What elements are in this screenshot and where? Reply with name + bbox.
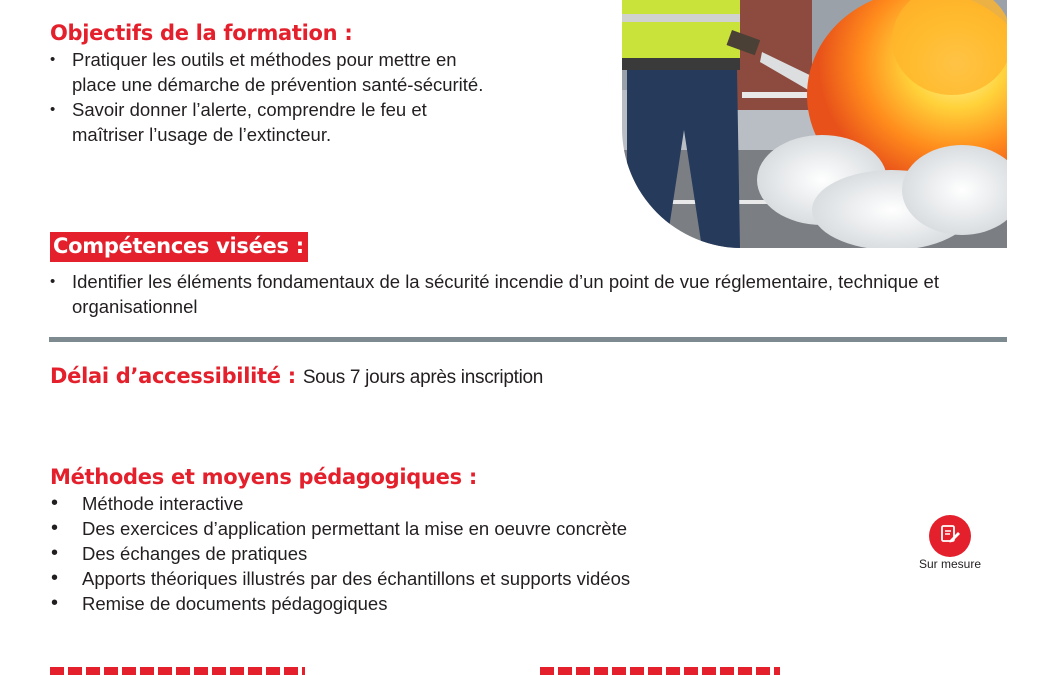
methodes-list	[50, 491, 850, 616]
competences-list	[50, 269, 960, 319]
competences-title	[50, 234, 308, 258]
list-item: • Remise de documents pédagogiques	[50, 591, 850, 616]
delai-line	[50, 364, 543, 389]
list-item: • Des exercices d’application permettant la mise en oeuvre concrète	[50, 516, 850, 541]
fire-extinguisher-photo	[622, 0, 1007, 248]
delai-value: Sous 7 jours après inscription	[302, 367, 544, 388]
objectifs-title: Objectifs de la formation :	[50, 21, 353, 45]
methodes-title: Méthodes et moyens pédagogiques :	[50, 465, 477, 489]
list-item: • Méthode interactive	[50, 491, 850, 516]
cut-heading-left	[50, 667, 305, 675]
objectifs-list	[50, 47, 500, 147]
cut-heading-right	[540, 667, 780, 675]
list-item: • Savoir donner l’alerte, comprendre le feu et maîtriser l’usage de l’extincteur.	[50, 97, 500, 147]
list-item: • Des échanges de pratiques	[50, 541, 850, 566]
section-divider	[49, 337, 1007, 342]
sur-mesure-badge	[929, 515, 971, 557]
competences-title-text: Compétences visées :	[50, 232, 308, 262]
list-item: • Identifier les éléments fondamentaux de la sécurité incendie d’un point de vue réglementaire, technique et organisationnel	[50, 269, 960, 319]
edit-document-icon	[939, 523, 961, 550]
list-item: • Pratiquer les outils et méthodes pour mettre en place une démarche de prévention santé-sécurité.	[50, 47, 500, 97]
delai-label: Délai d’accessibilité :	[50, 364, 296, 388]
sur-mesure-label: Sur mesure	[918, 557, 982, 571]
list-item: • Apports théoriques illustrés par des échantillons et supports vidéos	[50, 566, 850, 591]
